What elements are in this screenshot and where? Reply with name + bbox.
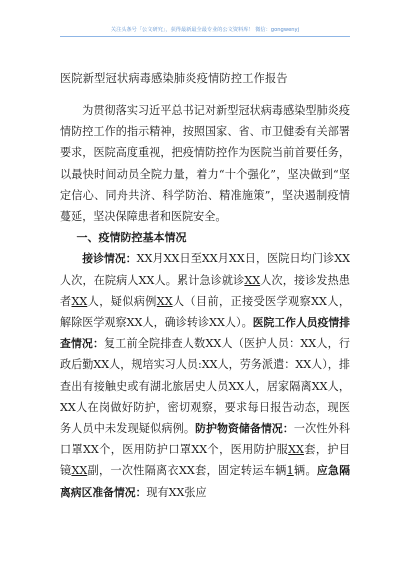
bold-heading-staff: 医院工作人员疫情排查情况： bbox=[60, 316, 351, 351]
underlined-value: 1 bbox=[286, 464, 294, 478]
document-body bbox=[60, 100, 350, 503]
bold-heading-jiezhen: 接诊情况： bbox=[82, 252, 137, 266]
underlined-value: XX bbox=[71, 294, 88, 308]
text-run: 套，护目镜 bbox=[60, 443, 350, 478]
header-divider bbox=[60, 36, 350, 37]
text-run: 人，疑似病例 bbox=[87, 294, 157, 308]
text-run: XX月XX日至XX月XX日，医院日均门诊XX人次，在院病人XX人。累计急诊就诊 bbox=[60, 252, 351, 287]
underlined-value: XX bbox=[71, 464, 88, 478]
intro-paragraph: 为贯彻落实习近平总书记对新型冠状病毒感染型肺炎疫情防控工作的指示精神，按照国家、省、市卫健委有关部署要求，医院高度重视，把疫情防控作为医院当前首要任务，以最快时间动员全院力量，着力“十个强化”，坚决做到“坚定信心、同舟共济、科学防治、精准施策”，坚决遏制疫情蔓延，坚决保障患者和医院安全。 bbox=[60, 104, 350, 224]
text-run: 现有XX张应 bbox=[146, 485, 207, 499]
document-title: 医院新型冠状病毒感染肺炎疫情防控工作报告 bbox=[60, 72, 288, 85]
text-run: 人（目前，正接受医学观察XX人，解除医学观察XX人，确诊转诊XX人）。 bbox=[60, 294, 350, 330]
bold-heading-isolation: 应急隔离病区准备情况： bbox=[60, 464, 350, 499]
bold-heading-supplies: 防护物资储备情况： bbox=[195, 422, 294, 436]
underlined-value: XX bbox=[156, 294, 173, 308]
text-run: 辆。 bbox=[293, 464, 317, 478]
section-heading: 一、疫情防控基本情况 bbox=[76, 231, 187, 245]
situation-paragraph bbox=[60, 248, 350, 502]
text-run: 副，一次性隔离衣XX套，固定转运车辆 bbox=[87, 464, 287, 478]
underlined-value: XX bbox=[244, 273, 261, 287]
header-banner: 关注头条号「公文研究」，获得最新最全最专业的公文资料库！ 微信：gongwenyj bbox=[110, 27, 300, 33]
text-run: 人次，接诊发热患者 bbox=[60, 273, 350, 308]
text-run: 一次性外科口罩XX个，医用防护口罩XX个，医用防护服 bbox=[60, 422, 350, 457]
text-run: 复工前全院排查人数XX人（医护人员：XX人，行政后勤XX人，规培实习人员:XX人，劳务派遣：XX人），排查出有接触史或有湖北旅居史人员XX人，居家隔离XX人，XX人在岗做好防护，密切观察，要求每日报告动态，现医务人员中未发现疑似病例。 bbox=[60, 337, 351, 436]
underlined-value: XX bbox=[288, 443, 304, 457]
